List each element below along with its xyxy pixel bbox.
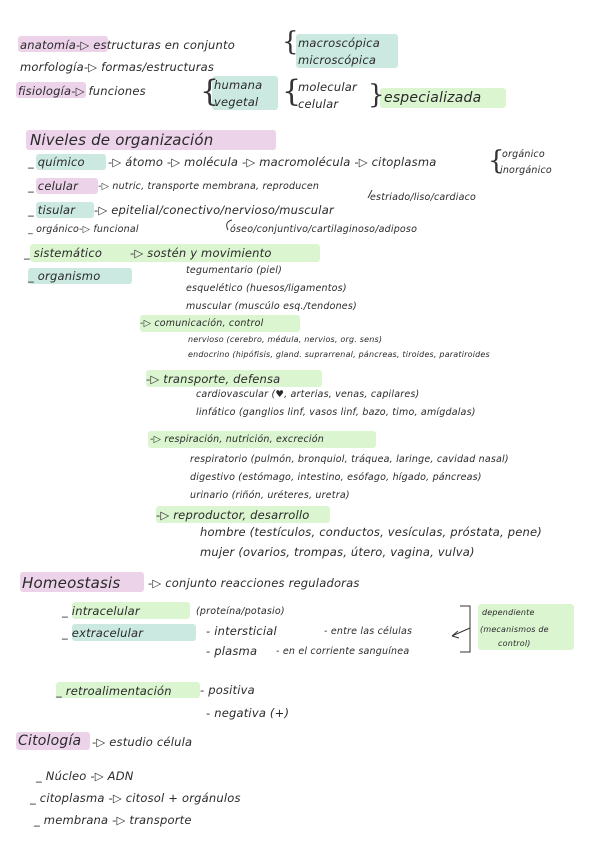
nucleo: _ Núcleo -▷ ADN: [36, 769, 134, 783]
vegetal: vegetal: [214, 95, 259, 109]
macroscopica: macroscópica: [298, 36, 380, 50]
sistematico-label: _ sistemático: [24, 246, 103, 260]
organico: orgánico: [502, 149, 545, 160]
brace-fisiologia: {: [200, 74, 220, 109]
sosten-label: -▷ sostén y movimiento: [130, 246, 272, 260]
control: control): [498, 639, 531, 648]
intracelular-text: (proteína/potasio): [196, 606, 285, 617]
intersticial-text: - entre las células: [324, 626, 413, 637]
citoplasma: _ citoplasma -▷ citosol + orgánulos: [30, 791, 241, 805]
negativa: - negativa (+): [206, 706, 290, 720]
tisular-text: -▷ epitelial/conectivo/nervioso/muscular: [94, 203, 334, 217]
tisular-label: _ tisular: [28, 203, 76, 217]
intracelular-label: _ intracelular: [62, 604, 140, 618]
intersticial-label: - intersticial: [206, 624, 277, 638]
esqueletico: esquelético (huesos/ligamentos): [186, 283, 347, 294]
especializada: especializada: [384, 90, 482, 106]
celular-intro: celular: [298, 97, 339, 111]
celular-label: _ celular: [28, 179, 79, 193]
tegumentario: tegumentario (piel): [186, 265, 283, 276]
organico-funcional: _ orgánico-▷ funcional: [28, 224, 139, 235]
inorganico: inorgánico: [500, 165, 552, 176]
microscopica: microscópica: [298, 53, 377, 67]
estriado: estriado/liso/cardiaco: [370, 192, 477, 203]
plasma-text: - en el corriente sanguínea: [276, 646, 410, 657]
celular-text: -▷ nutric, transporte membrana, reproducen: [98, 181, 320, 192]
retro-label: _ retroalimentación: [56, 684, 172, 698]
morfologia-line: morfología-▷ formas/estructuras: [20, 60, 215, 74]
fisiologia-line: fisiología-▷ funciones: [18, 84, 146, 98]
positiva: - positiva: [200, 683, 255, 697]
reproductor-label: -▷ reproductor, desarrollo: [156, 508, 310, 522]
comunicacion-label: -▷ comunicación, control: [140, 318, 264, 329]
organico-text: óseo/conjuntivo/cartilaginoso/adiposo: [230, 224, 418, 235]
extracelular-label: _ extracelular: [62, 626, 144, 640]
transporte-label: -▷ transporte, defensa: [146, 372, 281, 386]
quimico-text: -▷ átomo -▷ molécula -▷ macromolécula -▷ citoplasma: [108, 155, 437, 169]
brace-anatomia: {: [282, 27, 299, 57]
niveles-title: Niveles de organización: [30, 131, 214, 149]
linfatico: linfático (ganglios linf, vasos linf, bazo, timo, amígdalas): [196, 407, 476, 418]
citologia-text: -▷ estudio célula: [92, 735, 193, 749]
molecular: molecular: [298, 80, 357, 94]
homeostasis-title: Homeostasis: [22, 574, 121, 592]
brace-quimico: {: [488, 146, 505, 176]
urinario: urinario (riñón, uréteres, uretra): [190, 490, 350, 501]
quimico-label: _ químico: [28, 155, 85, 169]
homeostasis-text: -▷ conjunto reacciones reguladoras: [148, 576, 360, 590]
respiracion-label: -▷ respiración, nutrición, excreción: [150, 434, 324, 445]
muscular: muscular (muscúlo esq./tendones): [186, 301, 357, 312]
citologia-title: Citología: [18, 733, 82, 749]
mujer: mujer (ovarios, trompas, útero, vagina, vulva): [200, 545, 475, 559]
brace-humana: {: [282, 74, 302, 109]
plasma-label: - plasma: [206, 644, 258, 658]
digestivo: digestivo (estómago, intestino, esófago, hígado, páncreas): [190, 472, 482, 483]
organismo-label: _ organismo: [28, 269, 101, 283]
brace-especializada: }: [368, 80, 385, 110]
anatomia-line: anatomía-▷ estructuras en conjunto: [20, 38, 235, 52]
endocrino: endocrino (hipófisis, gland. suprarrenal, páncreas, tiroides, paratiroides: [188, 350, 490, 359]
hombre: hombre (testículos, conductos, vesículas, próstata, pene): [200, 525, 542, 539]
humana: humana: [214, 78, 263, 92]
mecanismos: (mecanismos de: [480, 625, 549, 634]
membrana: _ membrana -▷ transporte: [34, 813, 192, 827]
nervioso: nervioso (cerebro, médula, nervios, org. sens): [188, 335, 383, 344]
respiratorio: respiratorio (pulmón, bronquiol, tráquea, laringe, cavidad nasal): [190, 454, 509, 465]
cardiovascular: cardiovascular (♥, arterias, venas, capilares): [196, 389, 420, 400]
dependiente: dependiente: [482, 608, 535, 617]
